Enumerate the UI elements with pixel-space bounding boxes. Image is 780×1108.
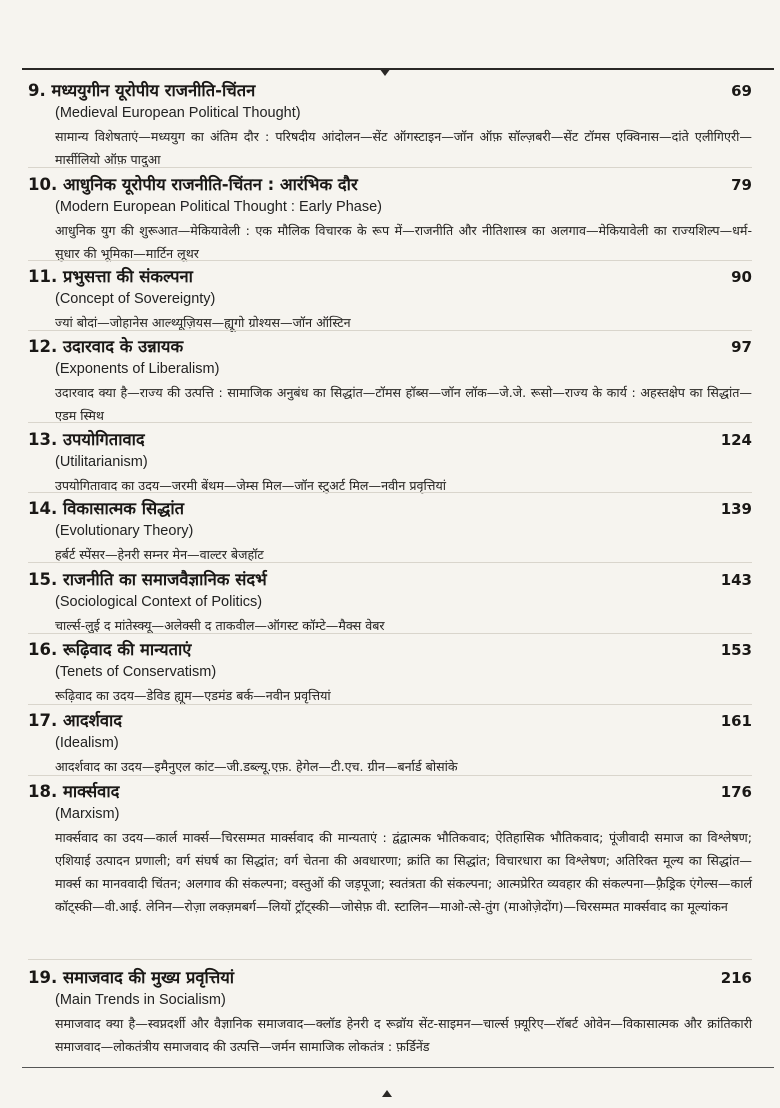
top-marker	[379, 68, 391, 76]
chapter-title: 11. प्रभुसत्ता की संकल्पना	[28, 267, 193, 286]
toc-entry-18[interactable]	[28, 779, 752, 918]
toc-entry-19[interactable]	[28, 965, 752, 1058]
chapter-description: ज्यां बोदां—जोहानेस आल्थ्यूज़ियस—ह्यूगो ग्रोश्यस—जॉन ऑस्टिन	[55, 315, 351, 330]
toc-entry-15[interactable]	[28, 567, 752, 637]
chapter-description: आदर्शवाद का उदय—इमैनुएल कांट—जी.डब्ल्यू.एफ़. हेगेल—टी.एच. ग्रीन—बर्नार्ड बोसांके	[55, 759, 458, 774]
page-number: 69	[731, 82, 752, 100]
chapter-title: 18. मार्क्सवाद	[28, 782, 120, 801]
chapter-english-title: (Exponents of Liberalism)	[55, 361, 220, 377]
chapter-description: मार्क्सवाद का उदय—कार्ल मार्क्स—चिरसम्मत मार्क्सवाद की मान्यताएं : द्वंद्वात्मक भौतिकवाद; ऐतिहासिक भौतिकवाद; पूंजीवादी समाज का विश्लेषण; एशियाई उत्पादन प्रणाली; वर्ग संघर्ष का सिद्धांत; वर्ग चेतना की अवधारणा; क्रांति का सिद्धांत; विचारधारा का विश्लेषण; अतिरिक्त मूल्य का सिद्धांत—मार्क्स का मानववादी चिंतन; अलगाव की संकल्पना; वस्तुओं की जड़पूजा; स्वतंत्रता की संकल्पना; आत्मप्रेरित व्यवहार की संकल्पना—फ़्रैड्रिक एंगेल्स—कार्ल कॉट्स्की—वी.आई. लेनिन—रोज़ा लक्ज़मबर्ग—लियों ट्रॉट्स्की—जोसेफ़ वी. स्टालिन—माओ-त्से-तुंग (माओज़ेदोंग)—चिरसम्मत मार्क्सवाद का मूल्यांकन	[55, 830, 752, 914]
page-number: 216	[720, 969, 752, 987]
page-number: 176	[720, 783, 752, 801]
toc-entry-17[interactable]	[28, 708, 752, 778]
chapter-title: 14. विकासात्मक सिद्धांत	[28, 499, 185, 518]
chapter-description: उपयोगितावाद का उदय—जरमी बेंथम—जेम्स मिल—जॉन स्टुअर्ट मिल—नवीन प्रवृत्तियां	[55, 478, 447, 493]
chapter-title: 15. राजनीति का समाजवैज्ञानिक संदर्भ	[28, 570, 267, 589]
chapter-english-title: (Marxism)	[55, 806, 120, 822]
page-number: 153	[720, 641, 752, 659]
chapter-title: 10. आधुनिक यूरोपीय राजनीति-चिंतन : आरंभिक दौर	[28, 175, 358, 194]
page-number: 161	[720, 712, 752, 730]
chapter-description: आधुनिक युग की शुरूआत—मेकियावेली : एक मौलिक विचारक के रूप में—राजनीति और नीतिशास्त्र का अलगाव—मेकियावेली का राज्यशिल्प—धर्म-सुधार की भूमिका—मार्टिन लूथर	[55, 223, 752, 261]
chapter-title: 12. उदारवाद के उन्नायक	[28, 337, 184, 356]
chapter-title: 13. उपयोगितावाद	[28, 430, 145, 449]
toc-entry-14[interactable]	[28, 496, 752, 566]
chapter-title: 17. आदर्शवाद	[28, 711, 123, 730]
chapter-english-title: (Main Trends in Socialism)	[55, 992, 226, 1008]
page-number: 90	[731, 268, 752, 286]
bottom-marker	[382, 1090, 392, 1097]
chapter-description: समाजवाद क्या है—स्वप्नदर्शी और वैज्ञानिक समाजवाद—क्लॉड हेनरी द रूव्रॉय सेंट-साइमन—चार्ल्स फ़्यूरिए—रॉबर्ट ओवेन—विकासात्मक और क्रांतिकारी समाजवाद—लोकतंत्रीय समाजवाद की उत्पत्ति—जर्मन सामाजिक लोकतंत्र : फ़र्डिनेंड	[55, 1016, 752, 1054]
chapter-description: चार्ल्स-लुई द मांतेस्क्यू—अलेक्सी द ताकवील—ऑगस्ट कॉम्टे—मैक्स वेबर	[55, 618, 385, 633]
chapter-english-title: (Idealism)	[55, 735, 119, 751]
chapter-description: सामान्य विशेषताएं—मध्ययुग का अंतिम दौर : परिषदीय आंदोलन—सेंट ऑगस्टाइन—जॉन ऑफ़ सॉल्ज़बरी—सेंट टॉमस एक्विनास—दांते एलीगिएरी—मार्सीलियो ऑफ़ पादुआ	[55, 129, 752, 167]
page-number: 124	[720, 431, 752, 449]
page-number: 79	[731, 176, 752, 194]
toc-entry-12[interactable]	[28, 334, 752, 427]
divider	[28, 422, 752, 423]
divider	[28, 330, 752, 331]
chapter-english-title: (Medieval European Political Thought)	[55, 105, 301, 121]
bottom-rule	[22, 1067, 774, 1068]
toc-entry-9[interactable]	[28, 78, 752, 171]
divider	[28, 167, 752, 168]
divider	[28, 959, 752, 960]
chapter-english-title: (Evolutionary Theory)	[55, 523, 194, 539]
page-number: 143	[720, 571, 752, 589]
chapter-title: 9. मध्ययुगीन यूरोपीय राजनीति-चिंतन	[28, 81, 256, 100]
chapter-english-title: (Utilitarianism)	[55, 454, 148, 470]
top-rule	[22, 68, 774, 70]
divider	[28, 633, 752, 634]
chapter-english-title: (Tenets of Conservatism)	[55, 664, 217, 680]
chapter-description: उदारवाद क्या है—राज्य की उत्पत्ति : सामाजिक अनुबंध का सिद्धांत—टॉमस हॉब्स—जॉन लॉक—जे.जे. रूसो—राज्य के कार्य : अहस्तक्षेप का सिद्धांत—एडम स्मिथ	[55, 385, 752, 423]
chapter-title: 16. रूढ़िवाद की मान्यताएं	[28, 640, 192, 659]
toc-entry-10[interactable]	[28, 172, 752, 265]
page-number: 139	[720, 500, 752, 518]
divider	[28, 704, 752, 705]
divider	[28, 260, 752, 261]
page-number: 97	[731, 338, 752, 356]
toc-entry-11[interactable]	[28, 264, 752, 334]
chapter-english-title: (Modern European Political Thought : Early Phase)	[55, 199, 382, 215]
divider	[28, 492, 752, 493]
chapter-description: रूढ़िवाद का उदय—डेविड ह्यूम—एडमंड बर्क—नवीन प्रवृत्तियां	[55, 688, 331, 703]
chapter-english-title: (Sociological Context of Politics)	[55, 594, 263, 610]
chapter-english-title: (Concept of Sovereignty)	[55, 291, 216, 307]
toc-entry-13[interactable]	[28, 427, 752, 497]
divider	[28, 775, 752, 776]
chapter-title: 19. समाजवाद की मुख्य प्रवृत्तियां	[28, 968, 235, 987]
divider	[28, 562, 752, 563]
chapter-description: हर्बर्ट स्पेंसर—हेनरी सम्नर मेन—वाल्टर बेजहॉट	[55, 547, 264, 562]
toc-entry-16[interactable]	[28, 637, 752, 707]
